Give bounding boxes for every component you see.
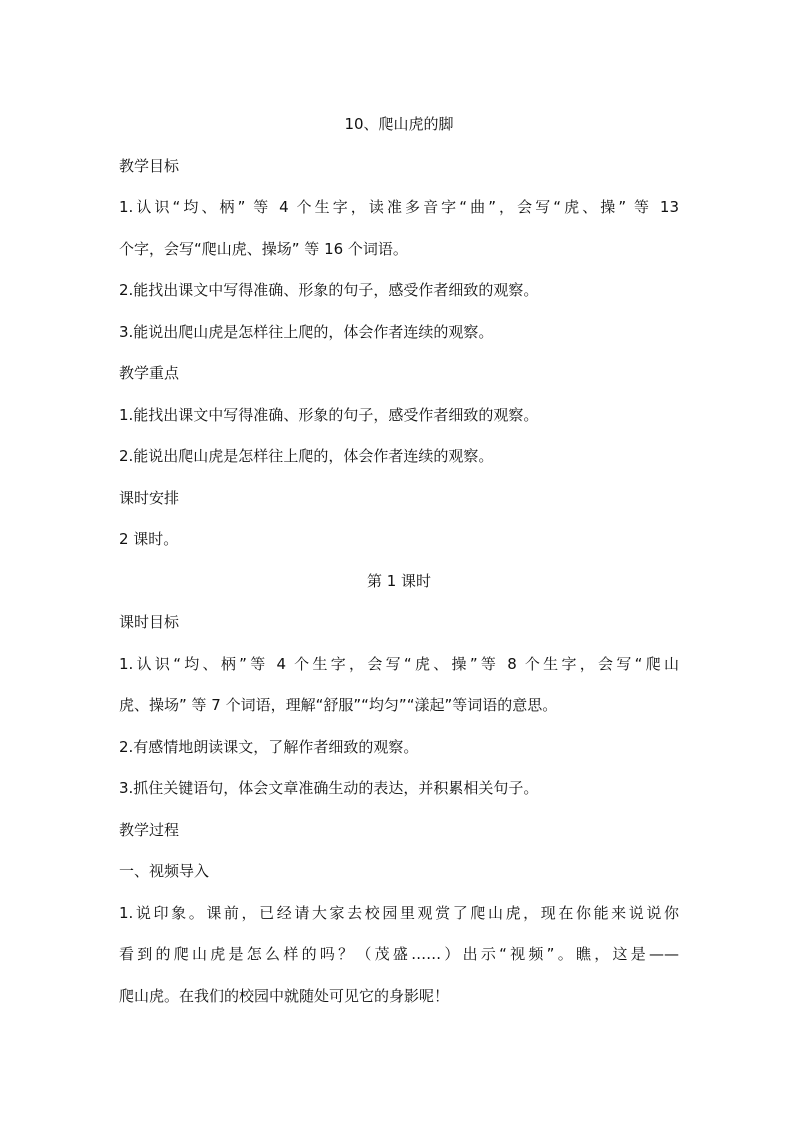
lesson-goal-1-line-a: 1.认识“均、柄”等 4 个生字，会写“虎、操”等 8 个生字，会写“爬山 (119, 654, 679, 673)
teaching-goal-1 (119, 187, 679, 270)
lesson-goal-1 (119, 644, 679, 727)
lesson-goal-1-line-b: 虎、操场” 等 7 个词语，理解“舒服”“均匀”“漾起”等词语的意思。 (119, 696, 558, 714)
lesson-heading: 第 1 课时 (366, 571, 432, 590)
teaching-focus-heading: 教学重点 (119, 364, 180, 382)
lesson-goal-2: 2.有感情地朗读课文，了解作者细致的观察。 (119, 737, 419, 756)
process-step-1-line-c: 爬山虎。在我们的校园中就随处可见它的身影呢！ (119, 986, 450, 1005)
document-title: 10、爬山虎的脚 (344, 115, 454, 133)
schedule-value: 2 课时。 (119, 530, 179, 548)
lesson-goal-3: 3.抓住关键语句，体会文章准确生动的表达，并积累相关句子。 (119, 779, 539, 797)
document-body (119, 104, 679, 1017)
process-step-1-paragraph (119, 893, 679, 1018)
teaching-process-heading: 教学过程 (119, 820, 180, 839)
teaching-goals-heading: 教学目标 (119, 156, 180, 175)
teaching-goal-2: 2.能找出课文中写得准确、形象的句子，感受作者细致的观察。 (119, 281, 539, 299)
process-step-1-line-b: 看到的爬山虎是怎么样的吗？（茂盛……）出示“视频”。瞧，这是—— (119, 945, 679, 963)
lesson-goals-heading: 课时目标 (119, 613, 180, 631)
process-step-1-line-a: 1.说印象。课前，已经请大家去校园里观赏了爬山虎，现在你能来说说你 (119, 903, 679, 922)
teaching-focus-1: 1.能找出课文中写得准确、形象的句子，感受作者细致的观察。 (119, 405, 539, 424)
process-step-1-heading: 一、视频导入 (119, 862, 210, 880)
teaching-goal-1-line-a: 1.认识“均、柄” 等 4 个生字，读准多音字“曲”，会写“虎、操” 等 13 (119, 198, 679, 216)
teaching-focus-2: 2.能说出爬山虎是怎样往上爬的，体会作者连续的观察。 (119, 447, 494, 465)
teaching-goal-1-line-b: 个字，会写“爬山虎、操场” 等 16 个词语。 (119, 239, 408, 258)
schedule-heading: 课时安排 (119, 488, 180, 507)
teaching-goal-3: 3.能说出爬山虎是怎样往上爬的，体会作者连续的观察。 (119, 322, 494, 341)
